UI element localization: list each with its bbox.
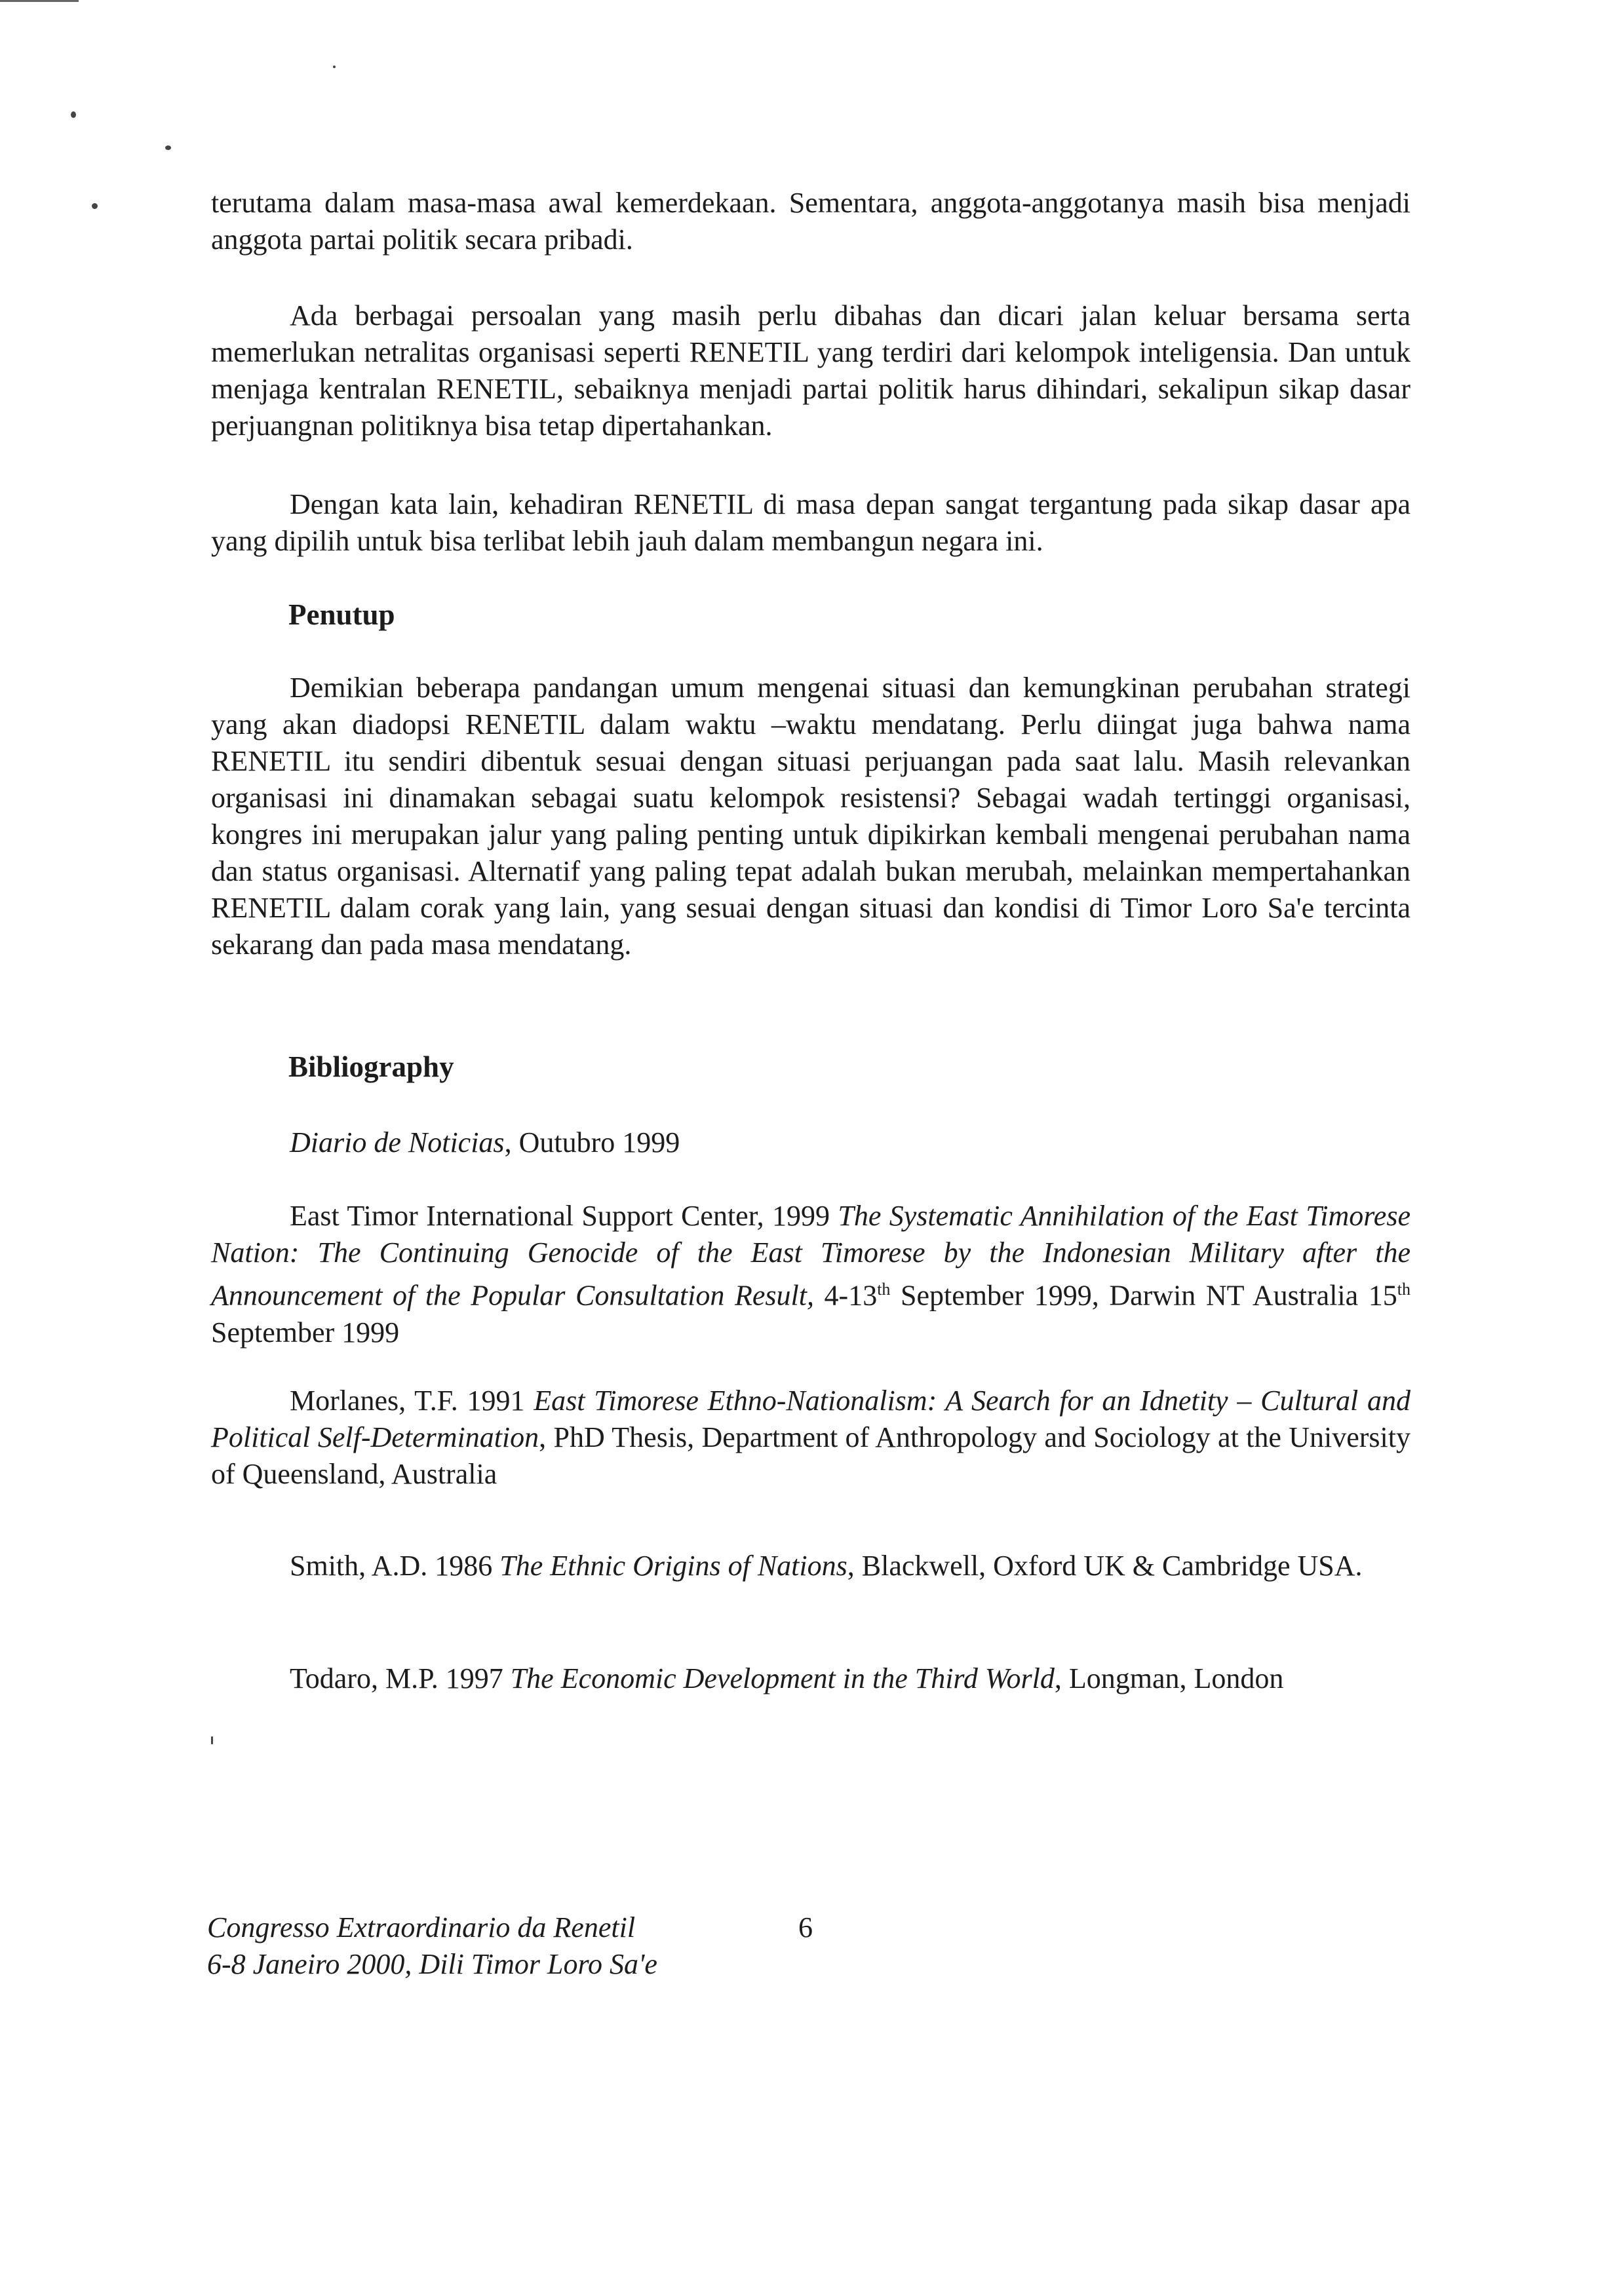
- bibliography-entry: [211, 1383, 1411, 1493]
- section-heading-bibliography: Bibliography: [288, 1050, 454, 1083]
- ordinal-suffix: th: [1397, 1280, 1411, 1299]
- bibliography-entry: [211, 1548, 1411, 1584]
- bib-title: The Economic Development in the Third World: [510, 1662, 1055, 1694]
- bib-details: , Longman, London: [1054, 1662, 1284, 1694]
- paragraph-future: [211, 486, 1411, 560]
- paragraph-text: Demikian beberapa pandangan umum mengenai situasi dan kemungkinan perubahan strategi yang akan diadopsi RENETIL dalam waktu –waktu mendatang. Perlu diingat juga bahwa nama RENETIL itu sendiri dibentuk sesuai dengan situasi perjuangan pada saat lalu. Masih relevankan organisasi ini dinamakan sebagai suatu kelompok resistensi? Sebagai wadah tertinggi organisasi, kongres ini merupakan jalur yang paling penting untuk dipikirkan kembali mengenai perubahan nama dan status organisasi. Alternatif yang paling tepat adalah bukan merubah, melainkan mempertahankan RENETIL dalam corak yang lain, yang sesuai dengan situasi dan kondisi di Timor Loro Sa'e tercinta sekarang dan pada masa mendatang.: [211, 672, 1411, 961]
- bib-details: September 1999: [211, 1316, 400, 1349]
- bib-details: , Blackwell, Oxford UK & Cambridge USA.: [847, 1550, 1363, 1582]
- scan-speck: [333, 66, 336, 68]
- bib-title: The Systematic Annihilation of the East Timorese Nation: The Continuing Genocide of the East Timorese by the Indonesian Military after the Announcement of the Popular Consultation Result,: [211, 1200, 1411, 1312]
- footer-line-2: 6-8 Janeiro 2000, Dili Timor Loro Sa'e: [207, 1948, 657, 1980]
- scan-speck: [92, 203, 98, 209]
- bibliography-entry: [211, 1198, 1411, 1351]
- footer-line-1: Congresso Extraordinario da Renetil: [207, 1911, 636, 1943]
- bib-author: East Timor International Support Center, 1999: [290, 1200, 838, 1232]
- bib-author: Todaro, M.P. 1997: [290, 1662, 511, 1694]
- paragraph-closing: [211, 670, 1411, 963]
- bib-title: East Timorese Ethno-Nationalism: A Search for an Idnetity – Cultural and Political Self-Determination: [211, 1385, 1411, 1453]
- bib-details: , Outubro 1999: [504, 1126, 680, 1158]
- paragraph-text: Ada berbagai persoalan yang masih perlu dibahas dan dicari jalan keluar bersama serta memerlukan netralitas organisasi seperti RENETIL yang terdiri dari kelompok inteligensia. Dan untuk menjaga kentralan RENETIL, sebaiknya menjadi partai politik harus dihindari, sekalipun sikap dasar perjuangnan politiknya bisa tetap dipertahankan.: [211, 299, 1411, 442]
- scan-speck: [165, 145, 171, 150]
- bib-details: September 1999, Darwin NT Australia 15: [890, 1279, 1397, 1312]
- bib-title: Diario de Noticias: [290, 1126, 505, 1158]
- paragraph-continuation: [211, 185, 1411, 258]
- bib-author: Smith, A.D. 1986: [290, 1550, 500, 1582]
- bib-author: Morlanes, T.F. 1991: [290, 1385, 534, 1417]
- section-heading-penutup: Penutup: [288, 598, 395, 631]
- scan-artifact: [0, 0, 79, 2]
- paragraph-neutrality: [211, 297, 1411, 444]
- scan-speck: [211, 1736, 213, 1744]
- paragraph-text: Dengan kata lain, kehadiran RENETIL di masa depan sangat tergantung pada sikap dasar apa yang dipilih untuk bisa terlibat lebih jauh dalam membangun negara ini.: [211, 488, 1411, 557]
- bibliography-entry: [211, 1124, 1411, 1161]
- bib-details: , PhD Thesis, Department of Anthropology and Sociology at the University of Queensland, Australia: [211, 1421, 1411, 1490]
- bib-details: 4-13: [813, 1279, 878, 1312]
- scan-speck: [71, 111, 76, 118]
- bib-title: The Ethnic Origins of Nations: [499, 1550, 847, 1582]
- paragraph-text: terutama dalam masa-masa awal kemerdekaan. Sementara, anggota-anggotanya masih bisa menjadi anggota partai politik secara pribadi.: [211, 187, 1411, 256]
- page-number: 6: [798, 1911, 813, 1943]
- ordinal-suffix: th: [877, 1280, 891, 1299]
- bibliography-entry: [211, 1660, 1411, 1697]
